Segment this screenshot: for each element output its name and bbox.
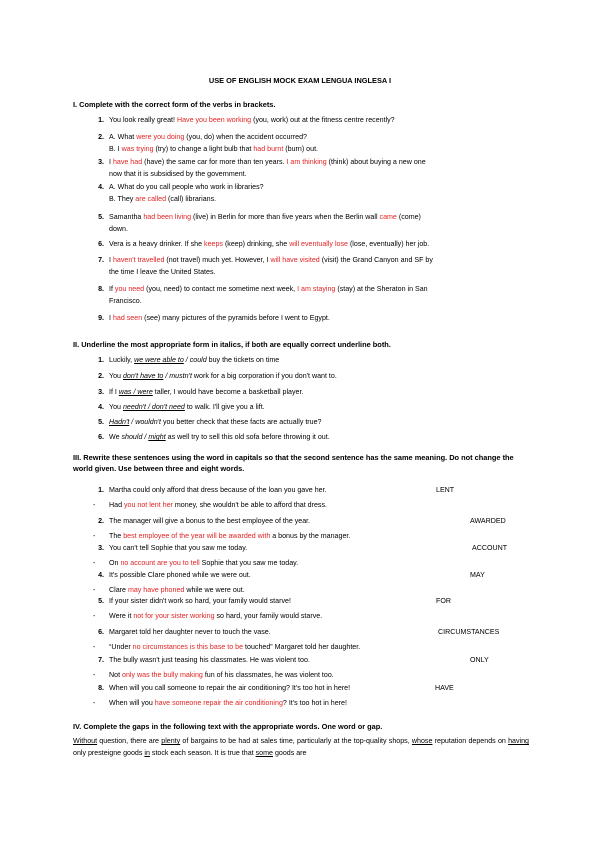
dash-marker: -: [93, 532, 96, 540]
text-run: B. They: [109, 195, 136, 203]
item-text: [109, 158, 426, 167]
dash-marker: -: [93, 586, 96, 594]
keyword: FOR: [436, 597, 451, 605]
dash-marker: -: [93, 699, 96, 707]
text-run: buy the tickets on time: [206, 356, 280, 364]
text-run: Clare: [109, 586, 128, 594]
text-run: now that it is subsidised by the government.: [109, 170, 247, 178]
answer-text: was trying: [121, 145, 154, 153]
item-number: 8.: [98, 684, 104, 692]
text-run: (see) many pictures of the pyramids before I went to Egypt.: [142, 314, 330, 322]
text-run: / wouldn't: [129, 418, 162, 426]
keyword: ONLY: [470, 656, 489, 664]
item-number: 1.: [98, 356, 104, 364]
text-run: plenty: [161, 737, 181, 745]
answer-text: are called: [135, 195, 167, 203]
item-text: [109, 403, 265, 412]
dash-marker: -: [93, 643, 96, 651]
text-run: (come): [396, 213, 421, 221]
answer-line: [109, 586, 245, 595]
text-run: (visit) the Grand Canyon and SF by: [319, 256, 433, 264]
answer-text: had been living: [143, 213, 192, 221]
section-1-heading: I. Complete with the correct form of the verbs in brackets.: [73, 100, 276, 109]
item-text: [109, 133, 307, 142]
text-run: fun of his classmates, he was violent too.: [202, 671, 334, 679]
text-run: Vera is a heavy drinker. If she: [109, 240, 205, 248]
answer-text: had seen: [112, 314, 143, 322]
section-4-heading: IV. Complete the gaps in the following text with the appropriate words. One word or gap.: [73, 722, 383, 731]
answer-line: [109, 559, 298, 568]
answer-text: only was the bully making: [122, 671, 203, 679]
text-run: Sophie that you saw me today.: [199, 559, 299, 567]
text-run: Samantha: [109, 213, 144, 221]
text-run: Had: [109, 501, 124, 509]
answer-text: I am staying: [297, 285, 336, 293]
item-number: 6.: [98, 433, 104, 441]
text-run: question, there are: [97, 737, 162, 745]
item-number: 7.: [98, 656, 104, 664]
text-run: You: [109, 403, 123, 411]
answer-text: keeps: [204, 240, 223, 248]
original-sentence: If your sister didn't work so hard, your family would starve!: [109, 597, 291, 605]
text-run: of bargains to be had at sales time, particularly at the top-quality shops,: [180, 737, 412, 745]
item-text: [109, 388, 303, 397]
page-title: USE OF ENGLISH MOCK EXAM LENGUA INGLESA I: [208, 76, 392, 85]
text-run: might: [148, 433, 166, 441]
item-number: 4.: [98, 403, 104, 411]
item-text: [109, 145, 318, 154]
text-run: (you, need) to contact me sometime next week,: [144, 285, 298, 293]
item-text: [109, 285, 428, 294]
keyword: CIRCUMSTANCES: [438, 628, 500, 636]
item-text: [109, 240, 429, 249]
item-number: 3.: [98, 388, 104, 396]
item-text: [109, 372, 337, 381]
answer-text: you not lent her: [123, 501, 173, 509]
item-text: [109, 225, 128, 234]
answer-text: have someone repair the air conditioning: [154, 699, 283, 707]
text-run: should: [121, 433, 143, 441]
answer-line: [109, 671, 334, 680]
answer-line: [109, 532, 350, 541]
text-run: don't have to: [122, 372, 164, 380]
text-run: stock each season. It is true that: [149, 749, 256, 757]
text-run: (you, do) when the accident occurred?: [184, 133, 307, 141]
text-run: The: [109, 532, 124, 540]
text-run: whose: [411, 737, 433, 745]
item-number: 3.: [98, 544, 104, 552]
text-run: On: [109, 559, 121, 567]
text-run: needn't / don't need: [122, 403, 185, 411]
item-number: 9.: [98, 314, 104, 322]
item-number: 4.: [98, 183, 104, 191]
text-run: to walk. I'll give you a lift.: [184, 403, 265, 411]
item-text: [109, 418, 322, 427]
answer-text: came: [379, 213, 397, 221]
text-run: in: [144, 749, 150, 757]
text-run: having: [508, 737, 529, 745]
text-run: taller, I would have become a basketball player.: [152, 388, 304, 396]
text-run: When will you: [109, 699, 155, 707]
text-run: /: [142, 433, 149, 441]
text-run: down.: [109, 225, 128, 233]
item-text: [109, 170, 247, 179]
text-run: (not travel) much yet. However, I: [164, 256, 271, 264]
text-run: goods are: [272, 749, 307, 757]
text-run: B. I: [109, 145, 122, 153]
item-number: 5.: [98, 418, 104, 426]
answer-text: best employee of the year will be awarded with: [123, 532, 271, 540]
text-run: touched” Margaret told her daughter.: [243, 643, 361, 651]
text-run: Without: [73, 737, 98, 745]
keyword: LENT: [436, 486, 455, 494]
text-run: Were it: [109, 612, 134, 620]
answer-text: may have phoned: [127, 586, 185, 594]
item-number: 4.: [98, 571, 104, 579]
dash-marker: -: [93, 612, 96, 620]
item-text: [109, 356, 279, 365]
answer-text: I am thinking: [286, 158, 327, 166]
answer-text: no circumstances is this base to be: [132, 643, 244, 651]
item-number: 5.: [98, 213, 104, 221]
text-run: Francisco.: [109, 297, 142, 305]
text-run: so hard, your family would starve.: [214, 612, 323, 620]
section-2-heading: II. Underline the most appropriate form in italics, if both are equally correct underline both.: [73, 340, 391, 349]
text-run: (keep) drinking, she: [222, 240, 290, 248]
answer-text: haven't travelled: [112, 256, 165, 264]
item-text: [109, 256, 433, 265]
item-number: 3.: [98, 158, 104, 166]
item-number: 6.: [98, 628, 104, 636]
text-run: we were able to: [134, 356, 184, 364]
answer-text: no account are you to tell: [120, 559, 200, 567]
text-run: ? It's too hot in here!: [282, 699, 347, 707]
original-sentence: The manager will give a bonus to the best employee of the year.: [109, 517, 311, 525]
item-text: [109, 433, 330, 442]
text-run: (lose, eventually) her job.: [347, 240, 430, 248]
text-run: You: [109, 372, 123, 380]
text-run: could: [189, 356, 207, 364]
answer-line: [109, 699, 347, 708]
text-run: was / were: [118, 388, 153, 396]
keyword: ACCOUNT: [472, 544, 508, 552]
answer-line: [109, 643, 360, 652]
item-number: 2.: [98, 517, 104, 525]
answer-text: were you doing: [136, 133, 185, 141]
item-text: [109, 195, 216, 204]
text-run: (have) the same car for more than ten years.: [142, 158, 287, 166]
original-sentence: Martha could only afford that dress because of the loan you gave her.: [109, 486, 327, 494]
item-number: 1.: [98, 486, 104, 494]
answer-text: will have visited: [270, 256, 320, 264]
text-run: (call) librarians.: [166, 195, 217, 203]
text-run: only presteigne goods: [73, 749, 145, 757]
dash-marker: -: [93, 501, 96, 509]
text-run: Luckily,: [109, 356, 135, 364]
text-run: We: [109, 433, 122, 441]
text-run: A. What: [109, 133, 137, 141]
item-text: [109, 314, 330, 323]
text-run: You look really great!: [109, 116, 177, 124]
item-text: [109, 213, 421, 222]
answer-line: [109, 501, 327, 510]
answer-text: have had: [112, 158, 143, 166]
text-run: (think) about buying a new one: [326, 158, 426, 166]
original-sentence: Margaret told her daughter never to touch the vase.: [109, 628, 271, 636]
text-run: work for a big corporation if you don't want to.: [191, 372, 337, 380]
section-3-heading: III. Rewrite these sentences using the word in capitals so that the second sentence has the same meaning. Do not change the world given. Use between three and eight words.: [73, 453, 514, 473]
original-sentence: You can't tell Sophie that you saw me today.: [109, 544, 248, 552]
item-number: 8.: [98, 285, 104, 293]
item-number: 2.: [98, 372, 104, 380]
dash-marker: -: [93, 671, 96, 679]
answer-text: you need: [114, 285, 145, 293]
text-run: reputation depends on: [432, 737, 509, 745]
text-run: I: [109, 256, 113, 264]
text-run: A. What do you call people who work in libraries?: [109, 183, 264, 191]
answer-text: Have you been working: [176, 116, 252, 124]
item-number: 2.: [98, 133, 104, 141]
original-sentence: It's possible Clare phoned while we were out.: [109, 571, 251, 579]
text-run: the time I leave the United States.: [109, 268, 216, 276]
dash-marker: -: [93, 559, 96, 567]
answer-text: will eventually lose: [289, 240, 348, 248]
text-run: I: [109, 158, 113, 166]
text-run: (try) to change a light bulb that: [153, 145, 254, 153]
item-text: [109, 297, 142, 306]
text-run: Not: [109, 671, 123, 679]
item-text: [109, 116, 395, 125]
item-number: 7.: [98, 256, 104, 264]
text-run: / mustn't: [163, 372, 192, 380]
answer-line: [109, 612, 322, 621]
original-sentence: The bully wasn't just teasing his classmates. He was violent too.: [109, 656, 310, 664]
item-number: 6.: [98, 240, 104, 248]
item-text: [109, 183, 264, 192]
text-run: (live) in Berlin for more than five years when the Berlin wall: [191, 213, 380, 221]
text-run: some: [255, 749, 273, 757]
text-run: If I: [109, 388, 119, 396]
text-run: I: [109, 314, 113, 322]
original-sentence: When will you call someone to repair the air conditioning? It's too hot in here!: [109, 684, 351, 692]
item-number: 1.: [98, 116, 104, 124]
section-4-text: [73, 735, 529, 759]
text-run: as well try to sell this old sofa before throwing it out.: [165, 433, 330, 441]
text-run: /: [183, 356, 190, 364]
answer-text: not for your sister working: [133, 612, 215, 620]
keyword: AWARDED: [470, 517, 506, 525]
text-run: (you, work) out at the fitness centre recently?: [251, 116, 395, 124]
answer-text: had burnt: [253, 145, 284, 153]
keyword: HAVE: [435, 684, 454, 692]
text-run: money, she wouldn't be able to afford that dress.: [172, 501, 327, 509]
text-run: while we were out.: [184, 586, 245, 594]
item-number: 5.: [98, 597, 104, 605]
keyword: MAY: [470, 571, 485, 579]
text-run: (stay) at the Sheraton in San: [335, 285, 428, 293]
text-run: “Under: [109, 643, 133, 651]
text-run: Hadn't: [109, 418, 130, 426]
text-run: you better check that these facts are actually true?: [161, 418, 322, 426]
text-run: a bonus by the manager.: [270, 532, 351, 540]
text-run: If: [109, 285, 115, 293]
item-text: [109, 268, 215, 277]
text-run: (burn) out.: [283, 145, 319, 153]
